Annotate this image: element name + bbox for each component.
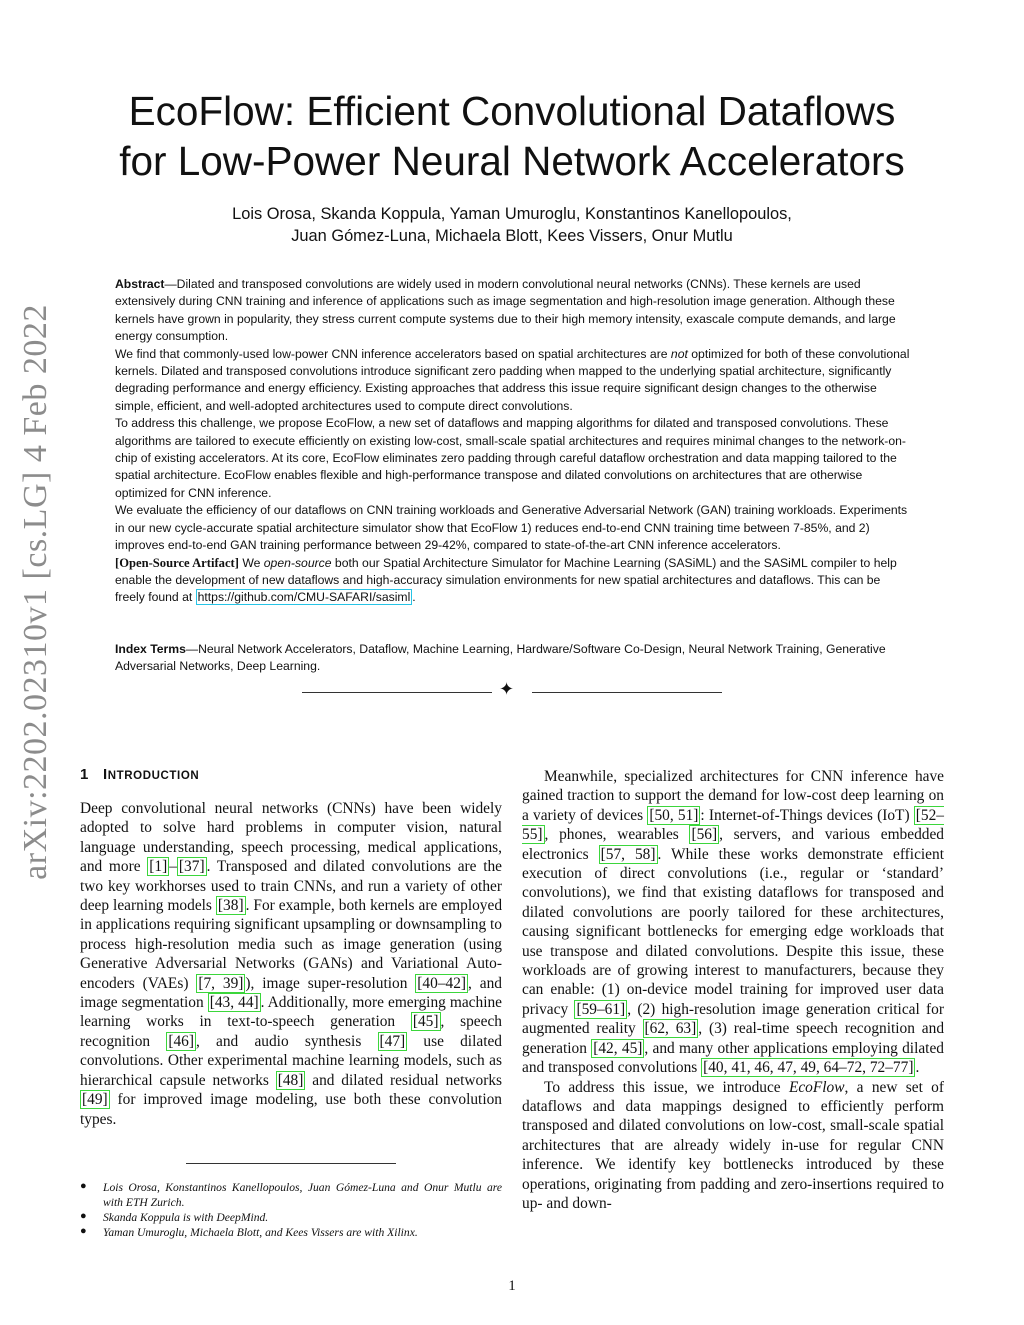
title-line-1: EcoFlow: Efficient Convolutional Dataflows [128, 88, 896, 134]
intro-paragraph-1 [80, 799, 502, 1129]
abstract-text-2a: We find that commonly-used low-power CNN inference accelerators based on spatial architectures are [115, 346, 671, 361]
right-column [522, 767, 944, 1213]
bullet-icon: ● [80, 1180, 87, 1192]
citation[interactable]: [7, 39] [198, 974, 244, 992]
divider-star-icon: ✦ [499, 679, 515, 700]
citation[interactable]: [37] [178, 858, 205, 876]
footnote-item [80, 1210, 502, 1225]
text: . [915, 1059, 920, 1077]
footnote-rule [186, 1163, 396, 1164]
paper-title [80, 86, 944, 186]
arxiv-identifier [0, 0, 70, 1325]
github-link[interactable]: https://github.com/CMU-SAFARI/sasiml [197, 590, 411, 605]
footnote-text: Yaman Umuroglu, Michaela Blott, and Kees Vissers are with Xilinx. [103, 1226, 418, 1239]
footnote-item [80, 1225, 502, 1240]
author-list [80, 203, 944, 247]
abstract-emphasis-open-source: open-source [263, 555, 332, 570]
text: for improved image modeling, use both these convolution types. [80, 1091, 502, 1128]
authors-line-1: Lois Orosa, Skanda Koppula, Yaman Umuroglu, Konstantinos Kanellopoulos, [232, 205, 792, 223]
citation[interactable]: [52–55] [522, 806, 944, 844]
arxiv-identifier-text: arXiv:2202.02310v1 [cs.LG] 4 Feb 2022 [17, 304, 54, 880]
text: , and image segmentation [80, 974, 502, 1012]
text: , phones, wearables [544, 826, 690, 844]
citation[interactable]: [38] [217, 897, 244, 915]
text: use dilated convolutions. Other experimental machine learning models, such as hierarchical capsule networks [80, 1032, 502, 1089]
citation[interactable]: [57, 58] [600, 845, 656, 863]
abstract-paragraph-3: To address this challenge, we propose EcoFlow, a new set of dataflows and mapping algorithms for dilated and transposed convolutions. These algorithms are tailored to execute efficiently on existing low-cost, small-scale spatial architectures and requires minimal changes to the network-on-chip of existing accelerators. At its core, EcoFlow eliminates zero padding through careful dataflow orchestration and data mapping tailored to the spatial architecture. EcoFlow enables flexible and high-performance transpose and dilated convolutions on architectures that are otherwise optimized for CNN inference. [115, 416, 906, 500]
abstract-emphasis-not: not [670, 346, 688, 361]
index-terms-paragraph [115, 641, 910, 676]
text: ), image super-resolution [245, 974, 416, 992]
ecoflow-emphasis: EcoFlow [788, 1078, 845, 1096]
text: To address this issue, we introduce [544, 1078, 789, 1096]
text: , a new set of dataflows and data mappings designed to efficiently perform transposed and dilated convolutions on low-cost, small-scale spatial architectures that are already widely in-use for regular CNN inference. We identify key bottlenecks introduced by these operations, originating from padding and zero-insertions required to up- and down- [522, 1078, 944, 1212]
text: . Additionally, more emerging machine learning works in text-to-speech generation [80, 994, 502, 1031]
citation[interactable]: [40–42] [417, 974, 467, 992]
index-terms [115, 641, 910, 676]
citation[interactable]: [50, 51] [649, 806, 699, 824]
bullet-icon: ● [80, 1225, 87, 1237]
text: . While these works demonstrate efficient execution of direct convolutions (i.e., regular or ‘standard’ convolutions), we find that existing dataflows for transposed and dilated convolutions are poorly tailored for these architectures, causing significant bottlenecks for emerging edge workloads that use transpose and dilated convolutions. Despite this issue, these workloads are of growing interest to manufacturers, because they can enable: (1) on-device model training for improved user data privacy [522, 845, 944, 1018]
index-terms-label: Index Terms [115, 642, 186, 656]
section-heading-introduction [80, 766, 199, 783]
citation[interactable]: [49] [82, 1091, 108, 1109]
citation[interactable]: [1] [149, 858, 168, 876]
citation[interactable]: [46] [168, 1032, 194, 1050]
index-terms-dash: — [185, 642, 199, 656]
text: , (3) real-time speech recognition and generation [522, 1020, 945, 1057]
bullet-icon: ● [80, 1210, 87, 1222]
abstract-text-2b: optimized for both of these convolutional kernels. Dilated and transposed convolutions introduce significant zero padding when mapped to the underlying spatial architecture, significantly degrading performance and energy efficiency. Existing approaches that address this issue require significant design changes to the otherwise simple, efficient, and well-adopted architectures used to compute direct convolutions. [115, 346, 910, 413]
abstract-label: Abstract [115, 277, 165, 291]
abstract-text-5b: both our Spatial Architecture Simulator for Machine Learning (SASiML) and the SASiML compiler to help enable the development of new dataflows and high-accuracy simulation environments for new spatial architectures and dataflows. This can be freely found at [115, 555, 897, 605]
abstract [115, 276, 910, 607]
open-source-artifact-label: [Open-Source Artifact] [115, 555, 239, 570]
section-number: 1 [80, 766, 89, 783]
citation[interactable]: [40, 41, 46, 47, 49, 64–72, 72–77] [703, 1059, 914, 1077]
citation[interactable]: [56] [691, 826, 718, 844]
text: Deep convolutional neural networks (CNNs) have been widely adopted to solve hard problems in computer vision, natural language understanding, speech processing, medical applications, and more [80, 800, 502, 876]
footnotes [80, 1180, 502, 1240]
abstract-paragraph-5 [115, 555, 910, 607]
abstract-dash: — [164, 277, 177, 291]
citation[interactable]: [62, 63] [644, 1020, 697, 1038]
citation[interactable]: [47] [379, 1032, 406, 1050]
abstract-text-5a: We [238, 555, 264, 570]
abstract-paragraph-2 [115, 346, 910, 416]
intro-paragraph-2 [522, 767, 944, 1078]
citation[interactable]: [48] [277, 1071, 304, 1089]
index-terms-text: Neural Network Accelerators, Dataflow, Machine Learning, Hardware/Software Co-Design, Neural Network Training, Generative Adversarial Networks, Deep Learning. [115, 642, 886, 674]
abstract-text-1: Dilated and transposed convolutions are widely used in modern convolutional neural networks (CNNs). These kernels are used extensively during CNN training and inference of applications such as image segmentation and high-resolution image generation. Although these kernels have grown in popularity, they stress current compute systems due to their high memory intensity, exascale compute demands, and large energy consumption. [115, 277, 896, 344]
text: and dilated residual networks [305, 1071, 502, 1089]
text: . For example, both kernels are employed in applications requiring significant upsampling or downsampling to process high-resolution media such as image generation (using Generative Adversarial Networks (GANs) and Variational Auto-encoders (VAEs) [80, 897, 503, 992]
citation[interactable]: [59–61] [576, 1000, 626, 1018]
text: , and audio synthesis [195, 1032, 378, 1050]
intro-paragraph-3 [522, 1078, 944, 1214]
citation[interactable]: [42, 45] [593, 1039, 643, 1057]
left-column [80, 799, 502, 1129]
text: : Internet-of-Things devices (IoT) [700, 806, 914, 824]
authors-line-2: Juan Gómez-Luna, Michaela Blott, Kees Vissers, Onur Mutlu [291, 227, 733, 245]
page-number: 1 [508, 1278, 516, 1294]
text: . Transposed and dilated convolutions are the two key workhorses used to train CNNs, and run a variety of other deep learning models [80, 858, 502, 915]
section-divider [302, 679, 722, 703]
citation[interactable]: [43, 44] [209, 994, 259, 1012]
footnote-text: Skanda Koppula is with DeepMind. [103, 1211, 269, 1224]
section-title-rest: NTRODUCTION [107, 770, 200, 782]
abstract-text-5c: . [412, 590, 416, 605]
citation[interactable]: [45] [412, 1013, 439, 1031]
footnote-item [80, 1180, 502, 1210]
abstract-paragraph-4: We evaluate the efficiency of our dataflows on CNN training workloads and Generative Adversarial Network (GAN) training workloads. Experiments in our new cycle-accurate spatial architecture simulator show that EcoFlow 1) reduces end-to-end CNN training time between 7-85%, and 2) improves end-to-end GAN training performance between 29-42%, compared to state-of-the-art CNN inference accelerators. [115, 503, 908, 553]
divider-line-left [302, 692, 492, 693]
text: – [169, 858, 177, 876]
text: , (2) high-resolution image generation critical for augmented reality [522, 1000, 944, 1038]
text: , speech recognition [80, 1013, 502, 1050]
title-line-2: for Low-Power Neural Network Accelerators [119, 138, 905, 184]
text: Meanwhile, specialized architectures for CNN inference have gained traction to support the demand for low-cost deep learning on a variety of devices [522, 768, 944, 824]
text: , and many other applications employing dilated and transposed convolutions [522, 1039, 944, 1077]
divider-line-right [532, 692, 722, 693]
abstract-paragraph-1 [115, 276, 910, 346]
section-title-initial: I [102, 766, 108, 783]
text: , servers, and various embedded electronics [522, 826, 944, 863]
footnote-text: Lois Orosa, Konstantinos Kanellopoulos, Juan Gómez-Luna and Onur Mutlu are with ETH Zurich. [103, 1181, 502, 1209]
